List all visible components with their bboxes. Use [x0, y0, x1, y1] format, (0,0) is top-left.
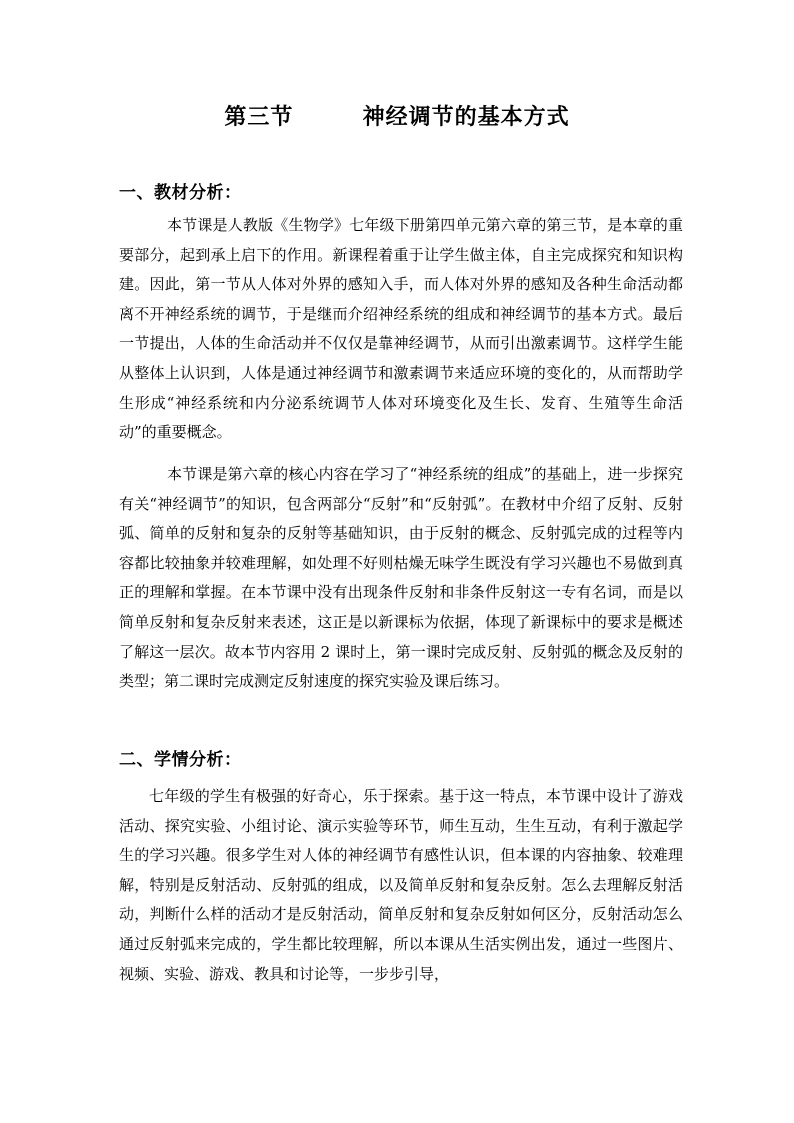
paragraph-textbook-analysis-1: 本节课是人教版《生物学》七年级下册第四单元第六章的第三节，是本章的重要部分，起到承上启下的作用。新课程着重于让学生做主体，自主完成探究和知识构建。因此，第一节从人体对外界的感知入手，而人体对外界的感知及各种生命活动都离不开神经系统的调节，于是继而介绍神经系统的组成和神经调节的基本方式。最后一节提出，人体的生命活动并不仅仅是靠神经调节，从而引出激素调节。这样学生能从整体上认识到，人体是通过神经调节和激素调节来适应环境的变化的，从而帮助学生形成“神经系统和内分泌系统调节人体对环境变化及生长、发育、生殖等生命活动”的重要概念。 — [119, 216, 683, 442]
section-heading-textbook-analysis: 一、教材分析： — [119, 183, 242, 203]
paragraph-learner-analysis-1: 七年级的学生有极强的好奇心，乐于探索。基于这一特点，本节课中设计了游戏活动、探究实验、小组讨论、演示实验等环节，师生互动，生生互动，有利于激起学生的学习兴趣。很多学生对人体的神经调节有感性认识，但本课的内容抽象、较难理解，特别是反射活动、反射弧的组成，以及简单反射和复杂反射。怎么去理解反射活动，判断什么样的活动才是反射活动，简单反射和复杂反射如何区分，反射活动怎么通过反射弧来完成的，学生都比较理解，所以本课从生活实例出发，通过一些图片、视频、实验、游戏、教具和讨论等，一步步引导， — [119, 787, 683, 983]
document-title: 第三节 神经调节的基本方式 — [224, 104, 570, 130]
paragraph-textbook-analysis-2: 本节课是第六章的核心内容在学习了“神经系统的组成”的基础上，进一步探究有关“神经调节”的知识，包含两部分“反射”和“反射弧”。在教材中介绍了反射、反射弧、简单的反射和复杂的反射等基础知识，由于反射的概念、反射弧完成的过程等内容都比较抽象并较难理解，如处理不好则枯燥无味学生既没有学习兴趣也不易做到真正的理解和掌握。在本节课中没有出现条件反射和非条件反射这一专有名词，而是以简单反射和复杂反射来表述，这正是以新课标为依据，体现了新课标中的要求是概述了解这一层次。故本节内容用 2 课时上，第一课时完成反射、反射弧的概念及反射的类型；第二课时完成测定反射速度的探究实验及课后练习。 — [119, 465, 683, 691]
section-heading-learner-analysis: 二、学情分析： — [119, 750, 242, 770]
